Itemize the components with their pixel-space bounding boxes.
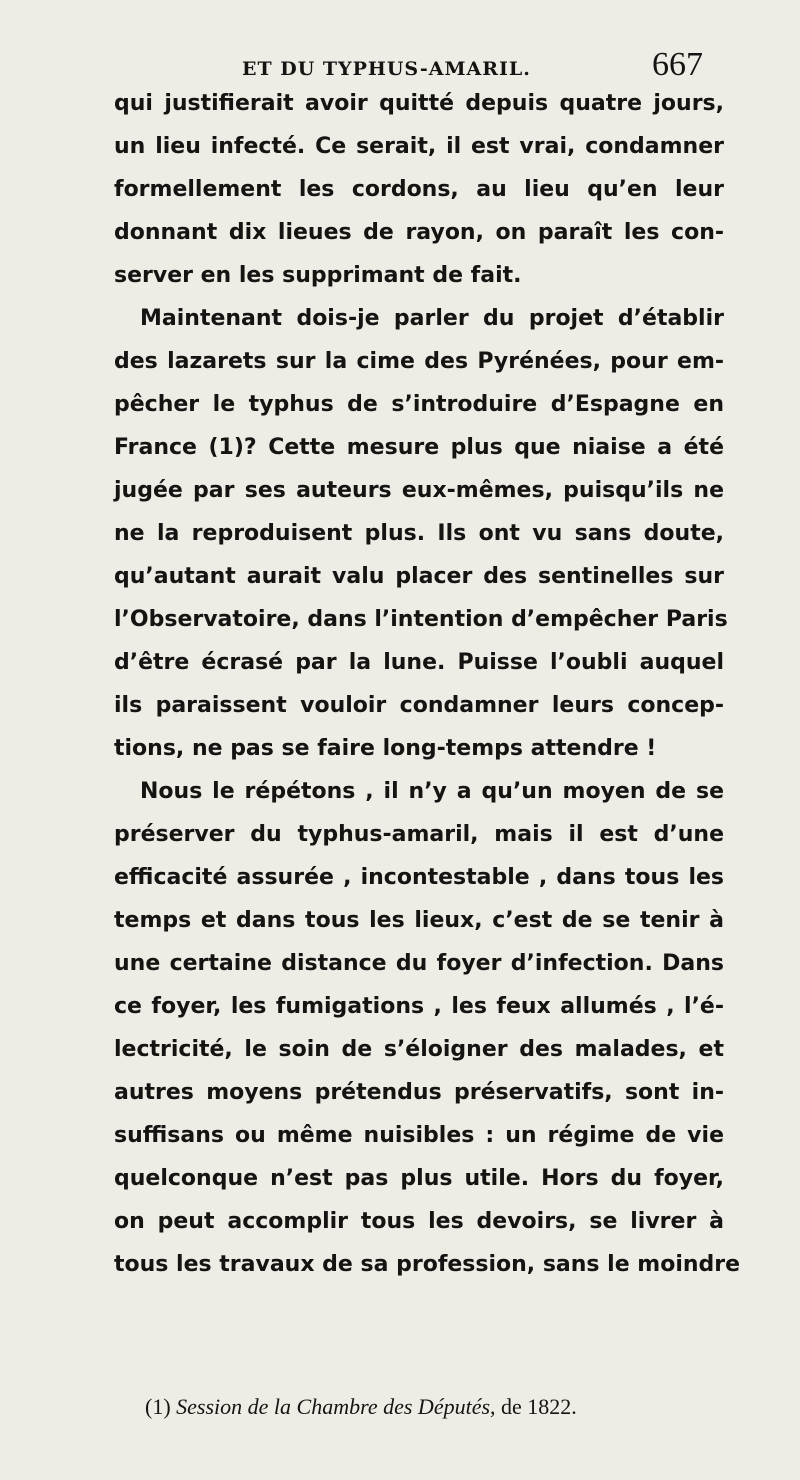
text-line: tions, ne pas se faire long-temps attendre ! xyxy=(114,736,657,761)
text-line: d’être écrasé par la lune. Puisse l’oubli auquel xyxy=(114,650,724,675)
text-line: Maintenant dois-je parler du projet d’établir xyxy=(140,306,724,331)
text-line: formellement les cordons, au lieu qu’en leur xyxy=(114,177,724,202)
text-line: ce foyer, les fumigations , les feux allumés , l’é- xyxy=(114,994,724,1019)
text-line: l’Observatoire, dans l’intention d’empêcher Paris xyxy=(114,607,728,632)
text-line: server en les supprimant de fait. xyxy=(114,263,522,288)
running-title: ET DU TYPHUS-AMARIL. xyxy=(242,58,531,80)
text-line: ils paraissent vouloir condamner leurs concep- xyxy=(114,693,724,718)
text-line: ne la reproduisent plus. Ils ont vu sans doute, xyxy=(114,521,724,546)
text-line: une certaine distance du foyer d’infection. Dans xyxy=(114,951,724,976)
text-line: tous les travaux de sa profession, sans le moindre xyxy=(114,1252,741,1277)
footnote-rest: , de 1822. xyxy=(490,1394,577,1419)
footnote-marker: (1) xyxy=(145,1394,171,1419)
text-line: donnant dix lieues de rayon, on paraît les con- xyxy=(114,220,724,245)
text-line: autres moyens prétendus préservatifs, sont in- xyxy=(114,1080,724,1105)
footnote xyxy=(145,1394,577,1420)
page-number: 667 xyxy=(652,46,703,83)
text-line: temps et dans tous les lieux, c’est de se tenir à xyxy=(114,908,724,933)
text-line: qui justifierait avoir quitté depuis quatre jours, xyxy=(114,91,724,116)
text-line: lectricité, le soin de s’éloigner des malades, et xyxy=(114,1037,724,1062)
text-line: suffisans ou même nuisibles : un régime de vie xyxy=(114,1123,724,1148)
text-line: France (1)? Cette mesure plus que niaise a été xyxy=(114,435,724,460)
body-text xyxy=(114,82,741,1286)
text-line: Nous le répétons , il n’y a qu’un moyen de se xyxy=(140,779,724,804)
text-line: pêcher le typhus de s’introduire d’Espagne en xyxy=(114,392,724,417)
text-line: qu’autant aurait valu placer des sentinelles sur xyxy=(114,564,724,589)
text-line: jugée par ses auteurs eux-mêmes, puisqu’ils ne xyxy=(114,478,724,503)
text-line: préserver du typhus-amaril, mais il est d’une xyxy=(114,822,724,847)
footnote-source: Session de la Chambre des Députés xyxy=(176,1394,491,1419)
text-line: on peut accomplir tous les devoirs, se livrer à xyxy=(114,1209,724,1234)
text-line: des lazarets sur la cime des Pyrénées, pour em- xyxy=(114,349,724,374)
text-line: quelconque n’est pas plus utile. Hors du foyer, xyxy=(114,1166,724,1191)
text-line: un lieu infecté. Ce serait, il est vrai, condamner xyxy=(114,134,724,159)
text-line: efficacité assurée , incontestable , dans tous les xyxy=(114,865,724,890)
